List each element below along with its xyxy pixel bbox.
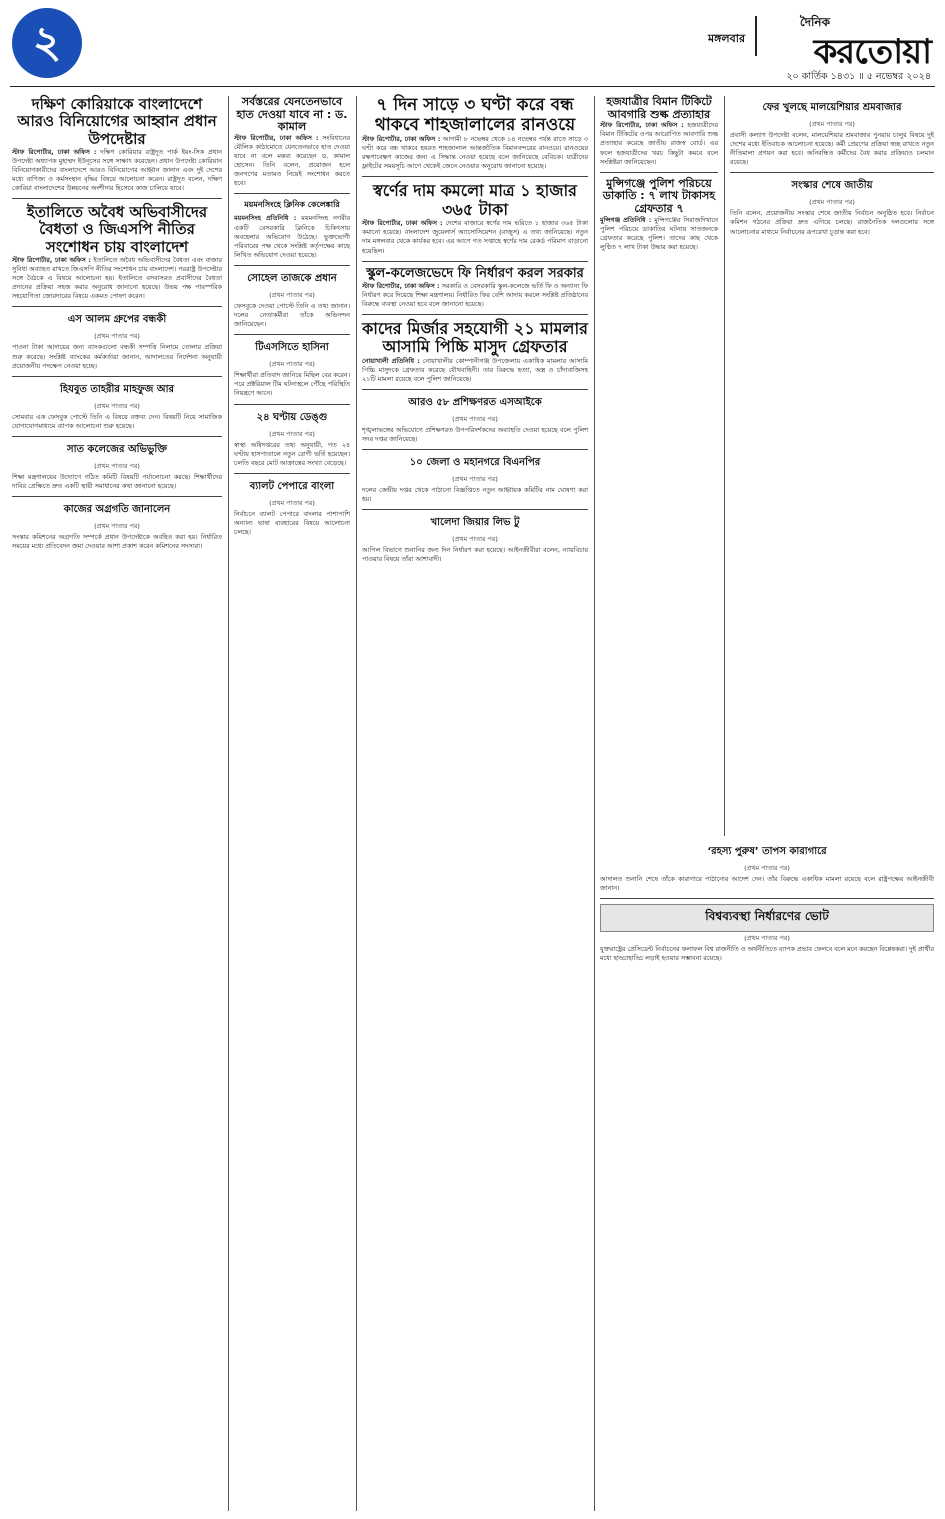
article-school-fees xyxy=(362,267,588,309)
article-body: আদালত শুনানি শেষে তাঁকে কারাগারে পাঠানোর আদেশ দেন। তাঁর বিরুদ্ধে একাধিক মামলা রয়েছে বলে রাষ্ট্রপক্ষের আইনজীবী জানান। xyxy=(600,875,934,893)
headline: দক্ষিণ কোরিয়াকে বাংলাদেশে আরও বিনিয়োগের আহ্বান প্রধান উপদেষ্টার xyxy=(17,95,217,148)
headline: সর্বস্তরের যেনতেনভাবে হাত দেওয়া যাবে না : ড. কামাল xyxy=(236,95,348,134)
headline: ২৪ ঘণ্টায় ডেঙ্গু xyxy=(256,411,328,423)
column-divider xyxy=(724,96,725,836)
headline: সোহেল তাজকে প্রধান xyxy=(247,272,337,284)
article-body: সংস্কার কমিশনের অগ্রগতি সম্পর্কে প্রধান উপদেষ্টাকে অবহিত করা হয়। নির্ধারিত সময়ের মধ্যে প্রতিবেদন জমা দেওয়ার আশা প্রকাশ করেন কমিশনের সদস্যরা। xyxy=(12,533,222,551)
continued-note: (প্রথম পাতার পর) xyxy=(452,535,498,544)
column-divider xyxy=(356,96,357,1511)
dateline: ২০ কার্তিক ১৪৩১ ॥ ৫ নভেম্বর ২০২৪ xyxy=(786,71,931,82)
article-munshiganj xyxy=(600,178,718,252)
column-divider xyxy=(594,96,595,1511)
continued-note: (প্রথম পাতার পর) xyxy=(744,864,790,872)
headline: কাজের অগ্রগতি জানালেন xyxy=(63,504,171,516)
article-mymensingh xyxy=(234,199,350,259)
article-body: দেশের বাজারে স্বর্ণের দাম ভরিতে ১ হাজার ৩৬৫ টাকা কমানো হয়েছে। বাংলাদেশ জুয়েলার্স অ্যাসোসিয়েশন (বাজুস) এ তথ্য জানিয়েছে। নতুন দাম মঙ্গলবার থেকে কার্যকর হবে। এর আগে গত সপ্তাহে স্বর্ণের দাম রেকর্ড পরিমাণ বাড়ানো হয়েছিল। xyxy=(362,219,588,255)
column-2 xyxy=(234,96,350,537)
headline: স্কুল-কলেজভেদে ফি নির্ধারণ করল সরকার xyxy=(366,265,584,281)
continued-note: (প্রথম পাতার পর) xyxy=(452,414,498,423)
column-1 xyxy=(12,96,222,551)
headline: সংস্কার শেষে জাতীয় xyxy=(791,180,873,192)
continued-note: (প্রথম পাতার পর) xyxy=(94,401,140,410)
article-body: শিক্ষা মন্ত্রণালয়ের উদ্যোগে গঠিত কমিটি বিষয়টি পর্যালোচনা করছে। শিক্ষার্থীদের দাবির প্রেক্ষিতে দ্রুত একটি স্থায়ী সমাধানের কথা জানানো হয়েছে। xyxy=(12,472,222,490)
continued-note: (প্রথম পাতার পর) xyxy=(744,934,790,943)
headline: হজযাত্রীর বিমান টিকিটে আবগারি শুল্ক প্রত্যাহার xyxy=(606,95,712,121)
article-asi xyxy=(362,395,588,444)
byline: মুন্সিগঞ্জ প্রতিনিধি : xyxy=(600,215,652,224)
masthead-divider xyxy=(755,16,757,56)
article-body: হজযাত্রীদের বিমান টিকিটের ওপর আরোপিত আবগারি শুল্ক প্রত্যাহার করেছে জাতীয় রাজস্ব বোর্ড। এর ফলে হজযাত্রীদের খরচ কিছুটা কমবে বলে সংশ্লিষ্টরা জানিয়েছেন। xyxy=(600,121,718,166)
headline: ব্যালট পেপারে বাংলা xyxy=(249,480,335,492)
article-ballot xyxy=(234,479,350,537)
continued-note: (প্রথম পাতার পর) xyxy=(269,290,315,299)
headline: স্বর্ণের দাম কমলো মাত্র ১ হাজার ৩৬৫ টাকা xyxy=(373,181,577,219)
article-body: দলের কেন্দ্রীয় দপ্তর থেকে পাঠানো বিজ্ঞপ্তিতে নতুন আহ্বায়ক কমিটির নাম ঘোষণা করা হয়। xyxy=(362,486,588,504)
headline: ১০ জেলা ও মহানগরে বিএনপির xyxy=(409,457,541,469)
continued-note: (প্রথম পাতার পর) xyxy=(452,475,498,484)
headline: ফের খুলছে মালয়েশিয়ার শ্রমবাজার xyxy=(762,102,902,113)
article-gold xyxy=(362,182,588,255)
article-body: সোমবার এক ফেসবুক পোস্টে তিনি এ বিষয়ে বক্তব্য দেন। বিষয়টি নিয়ে সামাজিক যোগাযোগমাধ্যমে ব্যাপক আলোচনা শুরু হয়েছে। xyxy=(12,412,222,430)
article-body: নোয়াখালীর কোম্পানীগঞ্জ উপজেলায় একাধিক মামলার আসামি পিচ্চি মাসুদকে গ্রেফতার করেছে যৌথবাহিনী। তার বিরুদ্ধে হত্যা, অস্ত্র ও চাঁদাবাজিসহ ২১টি মামলা রয়েছে বলে পুলিশ জানিয়েছে। xyxy=(362,356,588,383)
article-alam xyxy=(12,312,222,370)
headline: বিশ্বব্যবস্থা নির্ধারণের ভোট xyxy=(600,904,934,932)
article-world-vote xyxy=(600,904,934,963)
article-body: আপিল বিভাগে শুনানির জন্য দিন নির্ধারণ করা হয়েছে। আইনজীবীরা বলেন, ন্যায়বিচার পাওয়ার বিষয়ে তাঁরা আশাবাদী। xyxy=(362,546,588,564)
column-divider xyxy=(228,96,229,1511)
article-dengue xyxy=(234,410,350,468)
logo-prefix: দৈনিক xyxy=(799,15,830,29)
column-4 xyxy=(600,96,718,252)
article-khaleda xyxy=(362,515,588,564)
continued-note: (প্রথম পাতার পর) xyxy=(269,360,315,369)
continued-note: (প্রথম পাতার পর) xyxy=(269,498,315,507)
byline: স্টাফ রিপোর্টার, ঢাকা অফিস : xyxy=(234,133,319,142)
newspaper-logo: করতোয়া xyxy=(813,32,931,72)
byline: স্টাফ রিপোর্টার, ঢাকা অফিস : xyxy=(12,255,91,264)
article-body: স্বাস্থ্য অধিদপ্তরের তথ্য অনুযায়ী, গত ২৪ ঘণ্টায় হাসপাতালে নতুন রোগী ভর্তি হয়েছেন। চলতি বছরে মোট আক্রান্তের সংখ্যা বেড়েছে। xyxy=(234,440,350,467)
article-kader xyxy=(362,320,588,384)
byline: নোয়াখালী প্রতিনিধি : xyxy=(362,356,420,365)
lead-headline: ৭ দিন সাড়ে ৩ ঘণ্টা করে বন্ধ থাকবে শাহজালালের রানওয়ে xyxy=(374,95,576,135)
article-opinion xyxy=(234,96,350,188)
article-hajj xyxy=(600,96,718,167)
article-malaysia xyxy=(730,100,934,167)
page-number: ২ xyxy=(12,8,82,78)
byline: স্টাফ রিপোর্টার, ঢাকা অফিস : xyxy=(362,281,440,290)
headline: মুন্সিগঞ্জে পুলিশ পরিচয়ে ডাকাতি : ৭ লাখ টাকাসহ গ্রেফতার ৭ xyxy=(602,176,716,216)
continued-note: (প্রথম পাতার পর) xyxy=(94,461,140,470)
article-body: শিক্ষার্থীরা প্রতিবাদ জানিয়ে মিছিল বের করেন। পরে প্রক্টরিয়াল টিম ঘটনাস্থলে পৌঁছে পরিস্থিতি নিয়ন্ত্রণে আনে। xyxy=(234,371,351,398)
weekday: মঙ্গলবার xyxy=(708,32,745,45)
article-body: সরকারি ও বেসরকারি স্কুল-কলেজে ভর্তি ফি ও অন্যান্য ফি নির্ধারণ করে দিয়েছে শিক্ষা মন্ত্রণালয়। নির্ধারিত ফির বেশি আদায় করলে সংশ্লিষ্ট প্রতিষ্ঠানের বিরুদ্ধে ব্যবস্থা নেওয়া হবে বলে জানানো হয়েছে। xyxy=(362,281,588,308)
article-italy xyxy=(12,204,222,301)
column-5 xyxy=(730,96,934,237)
article-body: আগামী ৮ নভেম্বর থেকে ১৪ নভেম্বর পর্যন্ত রাতে সাড়ে ৩ ঘণ্টা করে বন্ধ থাকবে হযরত শাহজালাল আন্তর্জাতিক বিমানবন্দরের রানওয়ে। রানওয়ের রক্ষণাবেক্ষণ কাজের জন্য এ সিদ্ধান্ত নেওয়া হয়েছে বলে জানিয়েছে বেবিচক। যাত্রীদের ফ্লাইটের সময়সূচি আগে থেকেই জেনে নেওয়ার অনুরোধ জানানো হয়েছে। xyxy=(362,135,588,171)
headline: আরও ৫৮ প্রশিক্ষণরত এসআইকে xyxy=(408,396,542,408)
headline: ইতালিতে অবৈধ অভিবাসীদের বৈধতা ও জিএসপি নীতির সংশোধন চায় বাংলাদেশ xyxy=(26,203,208,256)
article-tips xyxy=(234,340,350,398)
continued-note: (প্রথম পাতার পর) xyxy=(94,332,140,341)
article-body: ফেসবুকে দেওয়া পোস্টে তিনি এ তথ্য জানান। দলের নেতাকর্মীরা তাঁকে অভিনন্দন জানিয়েছেন। xyxy=(234,301,350,329)
article-body: তিনি বলেন, প্রয়োজনীয় সংস্কার শেষে জাতীয় নির্বাচন অনুষ্ঠিত হবে। নির্বাচন কমিশন গঠনের প্রক্রিয়া দ্রুত এগিয়ে চলছে। রাজনৈতিক দলগুলোর সঙ্গে আলোচনার মাধ্যমে নির্বাচনের রূপরেখা চূড়ান্ত করা হবে। xyxy=(730,209,934,236)
byline: স্টাফ রিপোর্টার, ঢাকা অফিস : xyxy=(12,147,97,156)
article-body: সংবিধানের মৌলিক কাঠামোতে যেনতেনভাবে হাত দেওয়া যাবে না বলে মন্তব্য করেছেন ড. কামাল হোসেন। তিনি বলেন, প্রয়োজন হলে জনগণের মতামত নিয়েই সংশোধন করতে হবে। xyxy=(234,133,350,188)
article-sohel xyxy=(234,271,350,329)
article-body: প্রবাসী কল্যাণ উপদেষ্টা বলেন, মালয়েশিয়ার শ্রমবাজার পুনরায় চালুর বিষয়ে দুই দেশের মধ্যে ইতিবাচক আলোচনা হয়েছে। কর্মী প্রেরণের প্রক্রিয়া স্বচ্ছ রাখতে নতুন নীতিমালা প্রণয়ন করা হবে। অনিবন্ধিত কর্মীদের বৈধ করার প্রক্রিয়াও চলমান রয়েছে। xyxy=(730,131,934,167)
continued-note: (প্রথম পাতার পর) xyxy=(809,198,855,207)
byline: স্টাফ রিপোর্টার, ঢাকা অফিস : xyxy=(362,219,443,228)
lower-right-block xyxy=(600,840,934,963)
continued-note: (প্রথম পাতার পর) xyxy=(269,429,315,438)
article-tapas xyxy=(600,844,934,893)
article-reform xyxy=(730,178,934,236)
byline: স্টাফ রিপোর্টার, ঢাকা অফিস : xyxy=(362,135,441,144)
article-seven-college xyxy=(12,442,222,491)
article-body: দক্ষিণ কোরিয়ার রাষ্ট্রদূত পার্ক ইয়ং-সিক প্রধান উপদেষ্টা অধ্যাপক মুহাম্মদ ইউনূসের সঙ্গে সাক্ষাৎ করেছেন। প্রধান উপদেষ্টা কোরিয়ান বিনিয়োগকারীদের বাংলাদেশে আরও বিনিয়োগের আহ্বান জানান এবং দুই দেশের মধ্যে বাণিজ্য ও কর্মসংস্থান বৃদ্ধির বিষয়ে আলোচনা করেন। রাষ্ট্রদূত বলেন, দক্ষিণ কোরিয়া বাংলাদেশের উন্নয়নের অংশীদার হিসেবে কাজ চালিয়ে যাবে। xyxy=(12,147,222,193)
article-body: ইতালিতে অবৈধ অভিবাসীদের বৈধতা এবং বাজার সুবিধা অব্যাহত রাখতে জিএসপি নীতির সংশোধন চায় বাংলাদেশ। পররাষ্ট্র উপদেষ্টার সঙ্গে বৈঠকে এ বিষয়ে আলোচনা হয়। ইতালিতে বসবাসরত প্রবাসীদের বৈধতা প্রদানের প্রক্রিয়া সহজ করার অনুরোধ জানানো হয়েছে। উভয় পক্ষ পারস্পরিক সহযোগিতা জোরদারের বিষয়ে একমত পোষণ করেন। xyxy=(12,255,222,301)
byline: স্টাফ রিপোর্টার, ঢাকা অফিস : xyxy=(600,121,684,130)
masthead xyxy=(10,8,935,87)
article-shahjalal xyxy=(362,96,588,171)
article-korea xyxy=(12,96,222,193)
article-body: নির্বাচনে ব্যালট পেপারে বাংলার পাশাপাশি অন্যান্য ভাষা ব্যবহারের বিষয়ে আলোচনা চলছে। xyxy=(234,509,350,536)
article-body: মুন্সিগঞ্জের সিরাজদিখানে পুলিশ পরিচয়ে ডাকাতির ঘটনায় সাতজনকে গ্রেফতার করেছে পুলিশ। তাদের কাছ থেকে লুণ্ঠিত ৭ লাখ টাকা উদ্ধার করা হয়েছে। xyxy=(600,215,718,251)
article-body: পাওনা টাকা আদায়ের জন্য ব্যাংকগুলো বন্ধকী সম্পত্তি নিলামে তোলার প্রক্রিয়া শুরু করেছে। সংশ্লিষ্ট ব্যাংকের কর্মকর্তারা জানান, আদালতের নির্দেশনা অনুযায়ী প্রয়োজনীয় পদক্ষেপ নেওয়া হচ্ছে। xyxy=(12,343,222,370)
article-hefazat xyxy=(12,382,222,431)
continued-note: (প্রথম পাতার পর) xyxy=(94,522,140,531)
headline: সাত কলেজের অভিভুক্তি xyxy=(67,443,167,455)
article-body: যুক্তরাষ্ট্রের প্রেসিডেন্ট নির্বাচনের ফলাফল বিশ্ব রাজনীতি ও অর্থনীতিতে ব্যাপক প্রভাব ফেলবে বলে মনে করছেন বিশ্লেষকরা। দুই প্রার্থীর মধ্যে হাড্ডাহাড্ডি লড়াই হওয়ার সম্ভাবনা রয়েছে। xyxy=(600,945,934,963)
article-bnp xyxy=(362,455,588,504)
article-body: ময়মনসিংহ নগরীর একটি বেসরকারি ক্লিনিকে চিকিৎসায় অবহেলার অভিযোগ উঠেছে। ভুক্তভোগী পরিবারের পক্ষ থেকে সংশ্লিষ্ট কর্তৃপক্ষের কাছে লিখিত অভিযোগ দেওয়া হয়েছে। xyxy=(234,214,350,259)
headline: হিযবুত তাহরীর মাহফুজ আর xyxy=(59,383,175,395)
continued-note: (প্রথম পাতার পর) xyxy=(809,120,855,128)
byline: ময়মনসিংহ প্রতিনিধি : xyxy=(234,214,297,223)
headline: টিএসসিতে হাসিনা xyxy=(255,342,329,354)
headline: ময়মনসিংহে ক্লিনিক কেলেঙ্কারি xyxy=(244,200,340,210)
headline: কাদের মির্জার সহযোগী ২১ মামলার আসামি পিচ্চি মাসুদ গ্রেফতার xyxy=(362,318,588,357)
article-workers xyxy=(12,502,222,551)
headline: এস আলম গ্রুপের বন্ধকী xyxy=(67,314,167,326)
column-3 xyxy=(362,96,588,564)
headline: ‘রহস্য পুরুষ’ তাপস কারাগারে xyxy=(707,846,827,857)
article-body: শৃঙ্খলাভঙ্গের অভিযোগে প্রশিক্ষণরত উপপরিদর্শকদের অব্যাহতি দেওয়া হয়েছে বলে পুলিশ সদর দপ্তর জানিয়েছে। xyxy=(362,425,588,443)
headline: খালেদা জিয়ার লিভ টু xyxy=(430,517,520,529)
